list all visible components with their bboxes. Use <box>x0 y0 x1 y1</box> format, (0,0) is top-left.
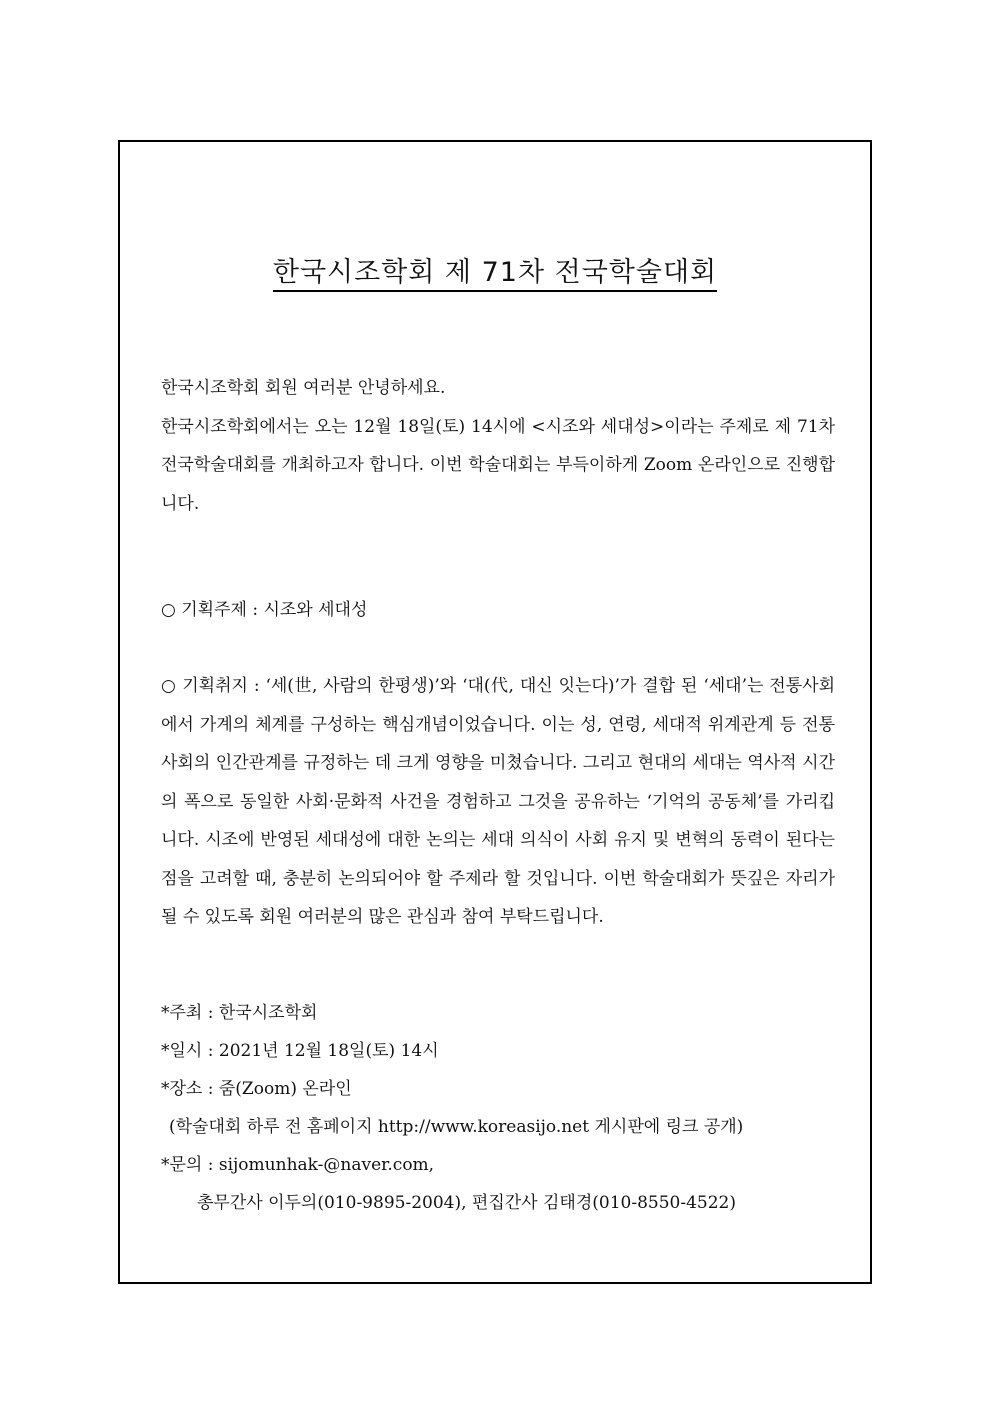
greeting-block <box>161 369 835 523</box>
theme-line: ○ 기획주제 : 시조와 세대성 <box>161 600 368 620</box>
date-line: *일시 : 2021년 12월 18일(토) 14시 <box>161 1041 439 1061</box>
document-frame <box>118 140 872 1284</box>
place-note-line: (학술대회 하루 전 홈페이지 http://www.koreasijo.net 게시판에 링크 공개) <box>169 1117 744 1137</box>
title-text: 한국시조학회 제 71차 전국학술대회 <box>273 257 717 292</box>
greeting-text: 한국시조학회 회원 여러분 안녕하세요. <box>161 378 446 398</box>
purpose-text: ○ 기획취지 : ‘세(世, 사람의 한평생)’와 ‘대(代, 대신 잇는다)’가 결합 된 ‘세대’는 전통사회에서 가계의 체계를 구성하는 핵심개념이었습니다. 이는 성, 연령, 세대적 위계관계 등 전통사회의 인간관계를 규정하는 데 크게 영향을 미쳤습니다. 그리고 현대의 세대는 역사적 시간의 폭으로 동일한 사회·문화적 사건을 경험하고 그것을 공유하는 ‘기억의 공동체’를 가리킵니다. 시조에 반영된 세대성에 대한 논의는 세대 의식이 사회 유지 및 변혁의 동력이 된다는 점을 고려할 때, 충분히 논의되어야 할 주제라 할 것입니다. 이번 학술대회가 뜻깊은 자리가 될 수 있도록 회원 여러분의 많은 관심과 참여 부탁드립니다. <box>161 676 835 927</box>
intro-text: 한국시조학회에서는 오는 12월 18일(토) 14시에 <시조와 세대성>이라는 주제로 제 71차 전국학술대회를 개최하고자 합니다. 이번 학술대회는 부득이하게 Zoom 온라인으로 진행합니다. <box>161 416 835 514</box>
contact-people-line: 총무간사 이두의(010-9895-2004), 편집간사 김태경(010-8550-4522) <box>197 1193 736 1213</box>
document-title <box>120 250 870 289</box>
place-line: *장소 : 줌(Zoom) 온라인 <box>161 1079 352 1099</box>
host-line: *주최 : 한국시조학회 <box>161 1003 318 1023</box>
contact-line: *문의 : sijomunhak-@naver.com, <box>161 1155 435 1175</box>
